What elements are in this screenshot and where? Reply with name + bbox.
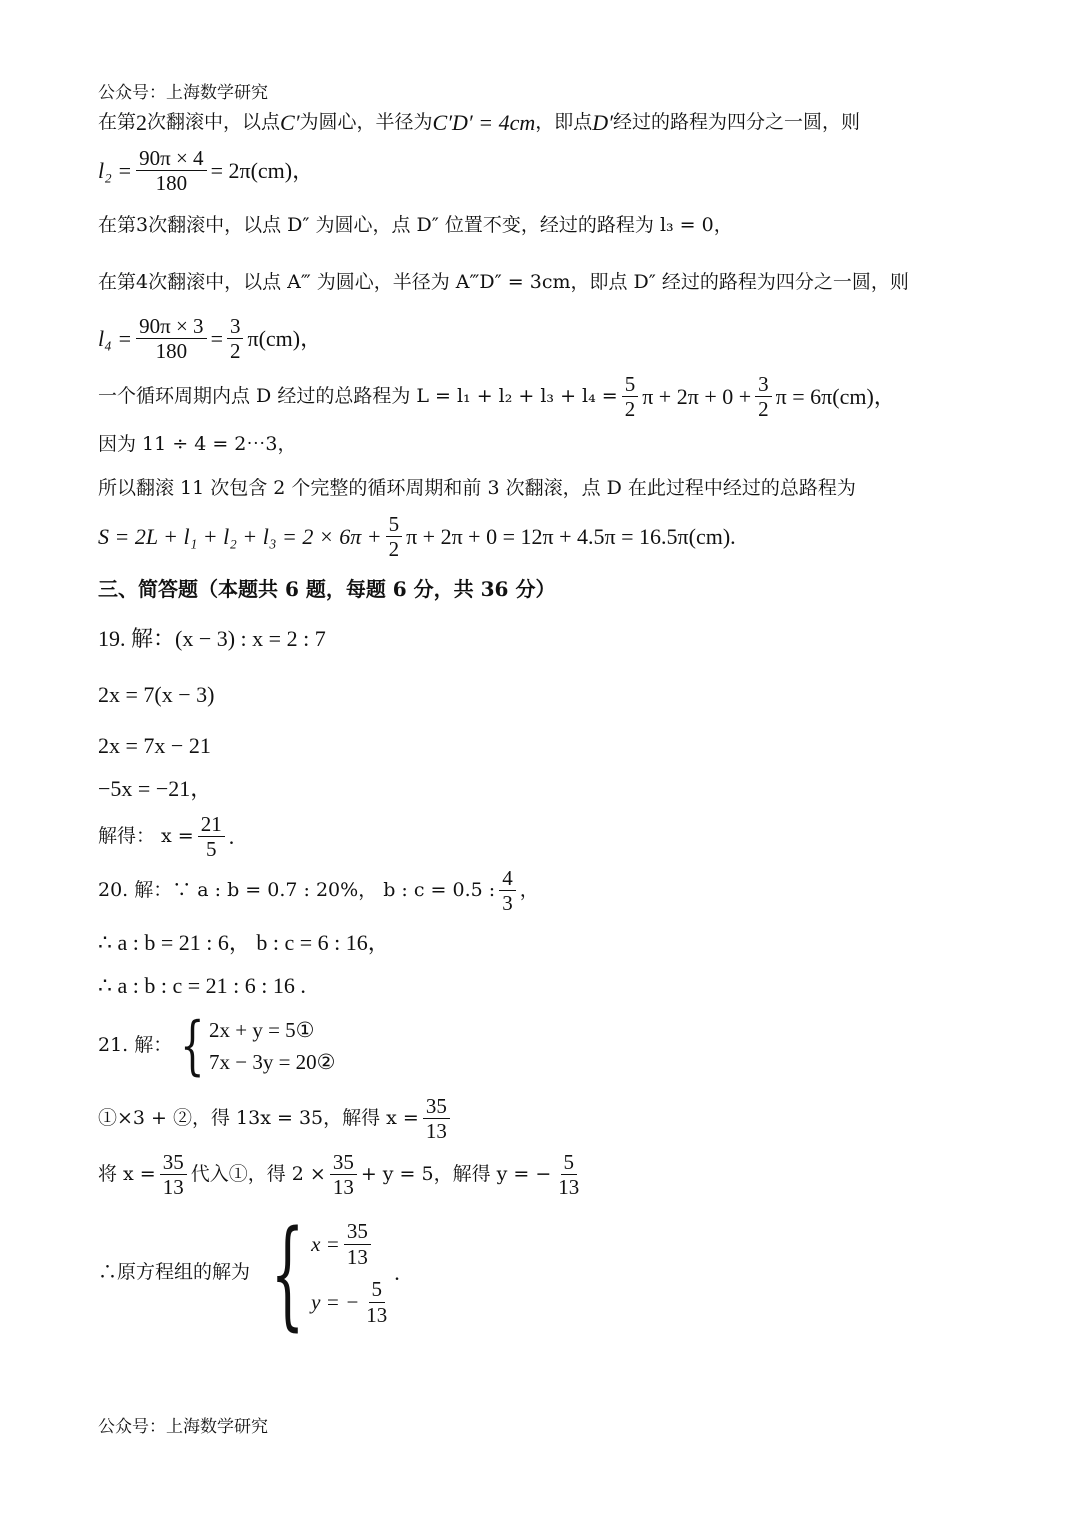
text-line: 所以翻滚 11 次包含 2 个完整的循环周期和前 3 次翻滚，点 D 在此过程中经过的总路程为 <box>98 477 856 499</box>
text-line: −5x = −21， <box>98 776 213 801</box>
fraction: $\frac{90\pi \times 3}{180}$ <box>136 314 206 363</box>
formula-line: S = 2L + l₁ + l₂ + l₃ = 2 × 6π + $\frac{5}{2}$ π + 2π + 0 = 12π + 4.5π = 16.5π(cm). <box>98 512 736 562</box>
formula-line: l₄ = $\frac{90\pi \times 3}{180}$ = $\frac{3}{2}$ π(cm)， <box>98 314 323 364</box>
equation-system: 21. 解： { 2x + y = 5① 7x − 3y = 20② <box>98 1009 336 1083</box>
fraction: $\frac{35}{13}$ <box>330 1150 357 1199</box>
fraction: $\frac{90\pi \times 4}{180}$ <box>136 146 206 195</box>
fraction: $\frac{5}{13}$ <box>558 1150 580 1200</box>
fraction: $\frac{3}{2}$ <box>227 314 244 363</box>
text-line: 19. 解：(x − 3) : x = 2 : 7 <box>98 626 326 651</box>
brace-icon: { <box>270 1204 305 1342</box>
fraction: $\frac{35}{13}$ <box>344 1219 371 1268</box>
text-line: 在第4次翻滚中，以点 A‴ 为圆心，半径为 A‴D″ = 3cm，即点 D″ 经过的路程为四分之一圆，则 <box>98 271 909 293</box>
formula-line: 20. 解：∵ a : b = 0.7 : 20%， b : c = 0.5 : $\frac{4}{3}$ ， <box>98 866 539 916</box>
formula-line: l₂ = $\frac{90\pi \times 4}{180}$ = 2π(cm)， <box>98 146 315 196</box>
fraction: $\frac{5}{13}$ <box>366 1277 388 1327</box>
brace-icon: { <box>180 1009 205 1083</box>
fraction: $\frac{21}{5}$ <box>198 812 225 861</box>
formula-line: 解得： x = $\frac{21}{5}$ . <box>98 812 235 862</box>
text-line: 2x = 7(x − 3) <box>98 682 215 707</box>
text-line: 在第 2 次翻滚中，以点 C′ 为圆心，半径为 C′D′ = 4cm ，即点 D′ 经过的路程为四分之一圆，则 <box>98 110 860 135</box>
fraction: $\frac{35}{13}$ <box>423 1094 450 1143</box>
text-line: 因为 11 ÷ 4 = 2⋯3， <box>98 433 297 455</box>
text-line: 2x = 7x − 21 <box>98 733 211 758</box>
header-watermark: 公众号：上海数学研究 <box>98 83 268 103</box>
text-line: 在第3次翻滚中，以点 D″ 为圆心，点 D″ 位置不变，经过的路程为 l₃ = 0， <box>98 214 733 236</box>
fraction: $\frac{5}{2}$ <box>386 512 403 561</box>
footer-watermark: 公众号：上海数学研究 <box>98 1417 268 1437</box>
fraction: $\frac{3}{2}$ <box>755 372 772 421</box>
fraction: $\frac{35}{13}$ <box>160 1150 187 1199</box>
section-heading: 三、简答题（本题共 6 题，每题 6 分，共 36 分） <box>98 577 556 601</box>
solution-system: ∴原方程组的解为 { x = $\frac{35}{13}$ y = − $\frac{5}{13}$ . <box>98 1204 400 1342</box>
text-line: ∴ a : b = 21 : 6， b : c = 6 : 16， <box>98 930 390 955</box>
fraction: $\frac{5}{2}$ <box>622 372 639 421</box>
formula-line: 将 x = $\frac{35}{13}$ 代入①，得 2 × $\frac{35}{13}$ + y = 5，解得 y = − $\frac{5}{13}$ <box>98 1150 586 1199</box>
fraction: $\frac{4}{3}$ <box>499 866 516 915</box>
text-line: ∴ a : b : c = 21 : 6 : 16 . <box>98 973 306 998</box>
formula-line: ①×3 + ②，得 13x = 35，解得 x = $\frac{35}{13}$ <box>98 1094 454 1143</box>
formula-line: 一个循环周期内点 D 经过的总路程为 L = l₁ + l₂ + l₃ + l₄ = $\frac{5}{2}$ π + 2π + 0 + $\frac{3}{2}$ π = 6π(cm)， <box>98 372 896 422</box>
